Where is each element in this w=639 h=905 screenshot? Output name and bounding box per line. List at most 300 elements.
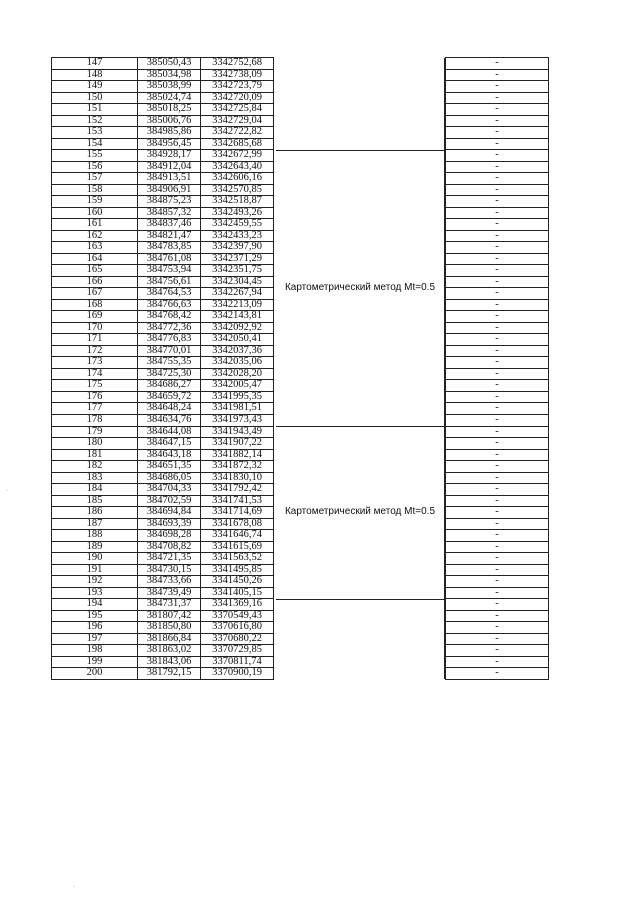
table-row — [52, 541, 549, 553]
x-coordinate-cell: 384753,94 — [138, 265, 201, 277]
value-cell: - — [446, 104, 549, 116]
table-row — [52, 530, 549, 542]
method-cell — [274, 622, 446, 634]
y-coordinate-cell: 3370811,74 — [201, 656, 274, 668]
x-coordinate-cell: 384651,35 — [138, 461, 201, 473]
table-row — [52, 599, 549, 611]
x-coordinate-cell: 384686,05 — [138, 472, 201, 484]
method-cell — [274, 633, 446, 645]
x-coordinate-cell: 384659,72 — [138, 391, 201, 403]
y-coordinate-cell: 3370549,43 — [201, 610, 274, 622]
value-cell: - — [446, 438, 549, 450]
y-coordinate-cell: 3341563,52 — [201, 553, 274, 565]
value-cell: - — [446, 322, 549, 334]
y-coordinate-cell: 3342050,41 — [201, 334, 274, 346]
point-number-cell: 165 — [52, 265, 138, 277]
x-coordinate-cell: 384764,53 — [138, 288, 201, 300]
value-cell: - — [446, 345, 549, 357]
point-number-cell: 196 — [52, 622, 138, 634]
method-cell — [274, 368, 446, 380]
method-cell — [274, 81, 446, 93]
y-coordinate-cell: 3341615,69 — [201, 541, 274, 553]
y-coordinate-cell: 3342267,94 — [201, 288, 274, 300]
table-row — [52, 242, 549, 254]
table-row — [52, 656, 549, 668]
method-cell — [274, 334, 446, 346]
value-cell: - — [446, 484, 549, 496]
point-number-cell: 192 — [52, 576, 138, 588]
y-coordinate-cell: 3341369,16 — [201, 599, 274, 611]
y-coordinate-cell: 3342397,90 — [201, 242, 274, 254]
method-cell — [274, 610, 446, 622]
x-coordinate-cell: 384772,36 — [138, 322, 201, 334]
x-coordinate-cell: 384783,85 — [138, 242, 201, 254]
point-number-cell: 173 — [52, 357, 138, 369]
y-coordinate-cell: 3341646,74 — [201, 530, 274, 542]
method-cell — [274, 69, 446, 81]
point-number-cell: 187 — [52, 518, 138, 530]
y-coordinate-cell: 3342606,16 — [201, 173, 274, 185]
y-coordinate-cell: 3341995,35 — [201, 391, 274, 403]
method-cell — [274, 127, 446, 139]
method-cell — [274, 58, 446, 70]
method-cell — [274, 345, 446, 357]
point-number-cell: 166 — [52, 276, 138, 288]
value-cell: - — [446, 610, 549, 622]
table-row — [52, 668, 549, 680]
point-number-cell: 163 — [52, 242, 138, 254]
point-number-cell: 194 — [52, 599, 138, 611]
y-coordinate-cell: 3342092,92 — [201, 322, 274, 334]
point-number-cell: 191 — [52, 564, 138, 576]
table-border — [444, 58, 445, 680]
x-coordinate-cell: 381807,42 — [138, 610, 201, 622]
x-coordinate-cell: 384643,18 — [138, 449, 201, 461]
y-coordinate-cell: 3342518,87 — [201, 196, 274, 208]
x-coordinate-cell: 384912,04 — [138, 161, 201, 173]
point-number-cell: 149 — [52, 81, 138, 93]
table-row — [52, 345, 549, 357]
x-coordinate-cell: 384702,59 — [138, 495, 201, 507]
x-coordinate-cell: 384644,08 — [138, 426, 201, 438]
value-cell: - — [446, 368, 549, 380]
value-cell: - — [446, 656, 549, 668]
point-number-cell: 184 — [52, 484, 138, 496]
point-number-cell: 189 — [52, 541, 138, 553]
x-coordinate-cell: 384913,51 — [138, 173, 201, 185]
method-cell — [274, 311, 446, 323]
method-cell — [274, 656, 446, 668]
x-coordinate-cell: 384648,24 — [138, 403, 201, 415]
method-cell — [274, 484, 446, 496]
x-coordinate-cell: 381792,15 — [138, 668, 201, 680]
method-cell — [274, 449, 446, 461]
x-coordinate-cell: 384821,47 — [138, 230, 201, 242]
method-cell — [274, 472, 446, 484]
x-coordinate-cell: 384928,17 — [138, 150, 201, 162]
y-coordinate-cell: 3341981,51 — [201, 403, 274, 415]
value-cell: - — [446, 161, 549, 173]
method-cell — [274, 599, 446, 611]
scan-speck: · — [73, 884, 75, 890]
value-cell: - — [446, 58, 549, 70]
point-number-cell: 159 — [52, 196, 138, 208]
y-coordinate-cell: 3342752,68 — [201, 58, 274, 70]
value-cell: - — [446, 115, 549, 127]
point-number-cell: 150 — [52, 92, 138, 104]
point-number-cell: 177 — [52, 403, 138, 415]
value-cell: - — [446, 299, 549, 311]
table-row — [52, 299, 549, 311]
value-cell: - — [446, 380, 549, 392]
value-cell: - — [446, 207, 549, 219]
x-coordinate-cell: 381863,02 — [138, 645, 201, 657]
value-cell: - — [446, 518, 549, 530]
y-coordinate-cell: 3342672,99 — [201, 150, 274, 162]
value-cell: - — [446, 461, 549, 473]
y-coordinate-cell: 3341405,15 — [201, 587, 274, 599]
value-cell: - — [446, 599, 549, 611]
table-row — [52, 380, 549, 392]
value-cell: - — [446, 334, 549, 346]
point-number-cell: 151 — [52, 104, 138, 116]
x-coordinate-cell: 384857,32 — [138, 207, 201, 219]
method-cell — [274, 219, 446, 231]
y-coordinate-cell: 3342371,29 — [201, 253, 274, 265]
y-coordinate-cell: 3342459,55 — [201, 219, 274, 231]
method-cell — [274, 92, 446, 104]
point-number-cell: 160 — [52, 207, 138, 219]
x-coordinate-cell: 384686,27 — [138, 380, 201, 392]
method-cell — [274, 322, 446, 334]
y-coordinate-cell: 3342570,85 — [201, 184, 274, 196]
method-cell — [274, 253, 446, 265]
value-cell: - — [446, 311, 549, 323]
x-coordinate-cell: 381843,06 — [138, 656, 201, 668]
value-cell: - — [446, 668, 549, 680]
method-cell — [274, 541, 446, 553]
table-row — [52, 633, 549, 645]
point-number-cell: 169 — [52, 311, 138, 323]
x-coordinate-cell: 385050,43 — [138, 58, 201, 70]
x-coordinate-cell: 384768,42 — [138, 311, 201, 323]
x-coordinate-cell: 385034,98 — [138, 69, 201, 81]
method-cell — [274, 196, 446, 208]
method-cell — [274, 461, 446, 473]
x-coordinate-cell: 384766,63 — [138, 299, 201, 311]
y-coordinate-cell: 3342035,06 — [201, 357, 274, 369]
point-number-cell: 162 — [52, 230, 138, 242]
value-cell: - — [446, 230, 549, 242]
point-number-cell: 200 — [52, 668, 138, 680]
y-coordinate-cell: 3342685,68 — [201, 138, 274, 150]
point-number-cell: 170 — [52, 322, 138, 334]
x-coordinate-cell: 384985,86 — [138, 127, 201, 139]
method-cell — [274, 242, 446, 254]
x-coordinate-cell: 384725,30 — [138, 368, 201, 380]
method-cell — [274, 576, 446, 588]
y-coordinate-cell: 3342720,09 — [201, 92, 274, 104]
method-cell — [274, 184, 446, 196]
table-row — [52, 150, 549, 162]
method-cell — [274, 104, 446, 116]
point-number-cell: 197 — [52, 633, 138, 645]
point-number-cell: 161 — [52, 219, 138, 231]
value-cell: - — [446, 92, 549, 104]
point-number-cell: 164 — [52, 253, 138, 265]
table-row — [52, 449, 549, 461]
table-row — [52, 564, 549, 576]
value-cell: - — [446, 127, 549, 139]
y-coordinate-cell: 3341741,53 — [201, 495, 274, 507]
table-row — [52, 472, 549, 484]
table-row — [52, 587, 549, 599]
x-coordinate-cell: 384761,08 — [138, 253, 201, 265]
table-row — [52, 115, 549, 127]
point-number-cell: 180 — [52, 438, 138, 450]
x-coordinate-cell: 384906,91 — [138, 184, 201, 196]
method-cell — [274, 564, 446, 576]
table-row — [52, 518, 549, 530]
table-row — [52, 484, 549, 496]
value-cell: - — [446, 219, 549, 231]
x-coordinate-cell: 384733,66 — [138, 576, 201, 588]
method-cell — [274, 230, 446, 242]
method-cell — [274, 518, 446, 530]
point-number-cell: 199 — [52, 656, 138, 668]
y-coordinate-cell: 3342725,84 — [201, 104, 274, 116]
value-cell: - — [446, 276, 549, 288]
table-row — [52, 576, 549, 588]
value-cell: - — [446, 541, 549, 553]
table-row — [52, 104, 549, 116]
x-coordinate-cell: 384755,35 — [138, 357, 201, 369]
method-label: Картометрический метод Mt=0.5 — [284, 506, 436, 518]
x-coordinate-cell: 385018,25 — [138, 104, 201, 116]
point-number-cell: 181 — [52, 449, 138, 461]
y-coordinate-cell: 3341907,22 — [201, 438, 274, 450]
point-number-cell: 183 — [52, 472, 138, 484]
point-number-cell: 175 — [52, 380, 138, 392]
table-row — [52, 495, 549, 507]
table-row — [52, 265, 549, 277]
value-cell: - — [446, 81, 549, 93]
point-number-cell: 182 — [52, 461, 138, 473]
value-cell: - — [446, 507, 549, 519]
table-row — [52, 622, 549, 634]
table-row — [52, 219, 549, 231]
x-coordinate-cell: 384698,28 — [138, 530, 201, 542]
value-cell: - — [446, 150, 549, 162]
point-number-cell: 179 — [52, 426, 138, 438]
value-cell: - — [446, 576, 549, 588]
y-coordinate-cell: 3341872,32 — [201, 461, 274, 473]
table-row — [52, 196, 549, 208]
table-row — [52, 161, 549, 173]
x-coordinate-cell: 384837,46 — [138, 219, 201, 231]
table-row — [52, 391, 549, 403]
value-cell: - — [446, 196, 549, 208]
point-number-cell: 158 — [52, 184, 138, 196]
value-cell: - — [446, 173, 549, 185]
y-coordinate-cell: 3342005,47 — [201, 380, 274, 392]
y-coordinate-cell: 3342351,75 — [201, 265, 274, 277]
method-cell — [274, 357, 446, 369]
y-coordinate-cell: 3341678,08 — [201, 518, 274, 530]
value-cell: - — [446, 633, 549, 645]
method-cell — [274, 438, 446, 450]
y-coordinate-cell: 3341830,10 — [201, 472, 274, 484]
value-cell: - — [446, 403, 549, 415]
value-cell: - — [446, 265, 549, 277]
value-cell: - — [446, 184, 549, 196]
table-row — [52, 334, 549, 346]
method-cell — [274, 138, 446, 150]
method-cell — [274, 207, 446, 219]
method-cell — [274, 173, 446, 185]
table-row — [52, 645, 549, 657]
y-coordinate-cell: 3342143,81 — [201, 311, 274, 323]
table-row — [52, 92, 549, 104]
x-coordinate-cell: 384693,39 — [138, 518, 201, 530]
point-number-cell: 193 — [52, 587, 138, 599]
x-coordinate-cell: 385038,99 — [138, 81, 201, 93]
table-row — [52, 127, 549, 139]
table-row — [52, 610, 549, 622]
method-cell — [274, 414, 446, 426]
point-number-cell: 153 — [52, 127, 138, 139]
point-number-cell: 176 — [52, 391, 138, 403]
y-coordinate-cell: 3370616,80 — [201, 622, 274, 634]
point-number-cell: 148 — [52, 69, 138, 81]
y-coordinate-cell: 3342729,04 — [201, 115, 274, 127]
x-coordinate-cell: 384730,15 — [138, 564, 201, 576]
value-cell: - — [446, 357, 549, 369]
table-row — [52, 253, 549, 265]
method-cell — [274, 299, 446, 311]
method-cell — [274, 426, 446, 438]
x-coordinate-cell: 384647,15 — [138, 438, 201, 450]
table-row — [52, 357, 549, 369]
point-number-cell: 168 — [52, 299, 138, 311]
y-coordinate-cell: 3341792,42 — [201, 484, 274, 496]
method-cell — [274, 645, 446, 657]
table-row — [52, 81, 549, 93]
point-number-cell: 155 — [52, 150, 138, 162]
value-cell: - — [446, 449, 549, 461]
method-cell — [274, 403, 446, 415]
y-coordinate-cell: 3342304,45 — [201, 276, 274, 288]
table-row — [52, 553, 549, 565]
table-row — [52, 322, 549, 334]
table-row — [52, 173, 549, 185]
method-cell — [274, 668, 446, 680]
method-cell — [274, 391, 446, 403]
x-coordinate-cell: 384956,45 — [138, 138, 201, 150]
method-cell — [274, 553, 446, 565]
table-row — [52, 426, 549, 438]
table-row — [52, 438, 549, 450]
y-coordinate-cell: 3342028,20 — [201, 368, 274, 380]
value-cell: - — [446, 138, 549, 150]
point-number-cell: 190 — [52, 553, 138, 565]
point-number-cell: 171 — [52, 334, 138, 346]
value-cell: - — [446, 414, 549, 426]
value-cell: - — [446, 553, 549, 565]
x-coordinate-cell: 385024,74 — [138, 92, 201, 104]
y-coordinate-cell: 3342213,09 — [201, 299, 274, 311]
method-cell — [274, 587, 446, 599]
y-coordinate-cell: 3342433,23 — [201, 230, 274, 242]
table-row — [52, 207, 549, 219]
method-group-border — [276, 150, 444, 151]
coordinates-table-body — [52, 58, 549, 680]
table-row — [52, 368, 549, 380]
method-cell — [274, 495, 446, 507]
method-group-border — [276, 426, 444, 427]
value-cell: - — [446, 495, 549, 507]
value-cell: - — [446, 472, 549, 484]
value-cell: - — [446, 645, 549, 657]
table-row — [52, 461, 549, 473]
point-number-cell: 157 — [52, 173, 138, 185]
method-cell — [274, 115, 446, 127]
y-coordinate-cell: 3370680,22 — [201, 633, 274, 645]
y-coordinate-cell: 3342037,36 — [201, 345, 274, 357]
y-coordinate-cell: 3342643,40 — [201, 161, 274, 173]
y-coordinate-cell: 3370900,19 — [201, 668, 274, 680]
value-cell: - — [446, 530, 549, 542]
method-cell — [274, 150, 446, 162]
x-coordinate-cell: 384694,84 — [138, 507, 201, 519]
table-row — [52, 138, 549, 150]
point-number-cell: 186 — [52, 507, 138, 519]
y-coordinate-cell: 3341450,26 — [201, 576, 274, 588]
x-coordinate-cell: 384776,83 — [138, 334, 201, 346]
point-number-cell: 188 — [52, 530, 138, 542]
method-cell — [274, 380, 446, 392]
x-coordinate-cell: 381866,84 — [138, 633, 201, 645]
point-number-cell: 167 — [52, 288, 138, 300]
value-cell: - — [446, 69, 549, 81]
point-number-cell: 154 — [52, 138, 138, 150]
table-row — [52, 230, 549, 242]
y-coordinate-cell: 3341714,69 — [201, 507, 274, 519]
table-row — [52, 58, 549, 70]
method-cell — [274, 530, 446, 542]
point-number-cell: 174 — [52, 368, 138, 380]
value-cell: - — [446, 622, 549, 634]
x-coordinate-cell: 385006,76 — [138, 115, 201, 127]
point-number-cell: 198 — [52, 645, 138, 657]
method-cell — [274, 265, 446, 277]
x-coordinate-cell: 384731,37 — [138, 599, 201, 611]
table-row — [52, 403, 549, 415]
y-coordinate-cell: 3341943,49 — [201, 426, 274, 438]
table-row — [52, 184, 549, 196]
table-row — [52, 69, 549, 81]
x-coordinate-cell: 384756,61 — [138, 276, 201, 288]
y-coordinate-cell: 3342723,79 — [201, 81, 274, 93]
y-coordinate-cell: 3342722,82 — [201, 127, 274, 139]
point-number-cell: 195 — [52, 610, 138, 622]
x-coordinate-cell: 384721,35 — [138, 553, 201, 565]
method-label: Картометрический метод Mt=0.5 — [284, 281, 436, 293]
value-cell: - — [446, 288, 549, 300]
x-coordinate-cell: 384708,82 — [138, 541, 201, 553]
point-number-cell: 156 — [52, 161, 138, 173]
point-number-cell: 185 — [52, 495, 138, 507]
